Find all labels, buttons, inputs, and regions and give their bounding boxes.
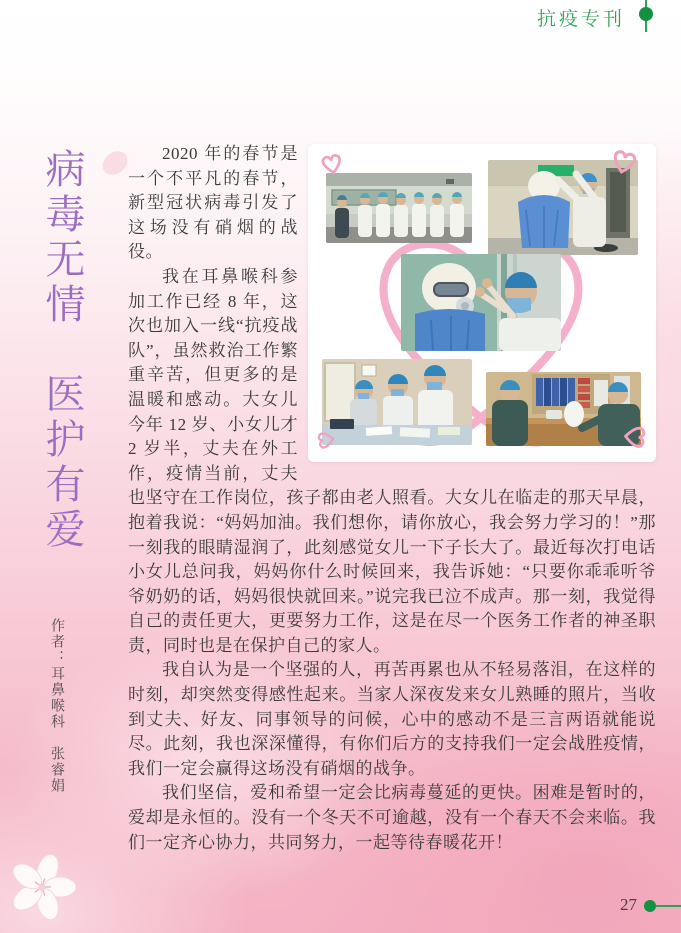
goggles-fitting-closeup-photo — [401, 254, 561, 351]
page-title-vertical: 病毒无情 医护有爱 — [40, 148, 84, 553]
staff-at-office-desk-photo — [486, 372, 641, 446]
heart-doodle-icon — [318, 152, 346, 176]
photo-collage-card — [308, 144, 656, 462]
leaf-bud-dot-icon — [644, 900, 656, 912]
page-number: 27 — [620, 895, 637, 914]
article-body — [128, 142, 656, 855]
heart-doodle-icon — [608, 148, 640, 176]
nurses-at-workstation-photo — [322, 359, 472, 445]
article-paragraph: 我自认为是一个坚强的人，再苦再累也从不轻易落泪，在这样的时刻，却突然变得感性起来。当家人深夜发来女儿熟睡的照片，当收到丈夫、好友、同事领导的问候，心中的感动不是三言两语就能说尽。此刻，我也深深懂得，有你们后方的支持我们一定会战胜疫情，我们一定会赢得这场没有硝烟的战争。 — [128, 660, 656, 778]
leaf-bud-dot-icon — [639, 7, 653, 21]
author-credit-vertical: 作者：耳鼻喉科 张睿娟 — [49, 618, 64, 794]
petal-icon — [99, 146, 131, 179]
issue-label: 抗疫专刊 — [536, 9, 625, 30]
sakura-flower-icon — [6, 851, 78, 923]
article-paragraph: 我们坚信，爱和希望一定会比病毒蔓延的更快。困难是暂时的，爱却是永恒的。没有一个冬天不可逾越，没有一个春天不会来临。我们一定齐心协力，共同努力，一起等待春暖花开！ — [128, 783, 656, 852]
footer-rule-line — [654, 905, 681, 907]
article-paragraph: 2020 年的春节是一个不平凡的春节，新型冠状病毒引发了这场没有硝烟的战役。 — [128, 144, 298, 262]
article-paragraph: 我在耳鼻喉科参加工作已经 8 年，这次也加入一线“抗疫战队”，虽然救治工作繁重辛苦，但更多的是温暖和感动。大女儿今年 12 岁、小女儿才 2 岁半，丈夫在外工作，疫情当前，丈夫也坚守在工作岗位，孩子都由老人照看。大女儿在临走的那天早晨，抱着我说：“妈妈加油。我们想你，请你放心，我会努力学习的！”那一刻我的眼睛湿润了，此刻感觉女儿一下子长大了。最近每次打电话小女儿总问我，妈妈你什么时候回来，我告诉她：“只要你乖乖听爷爷奶奶的话，妈妈很快就回来。”说完我已泣不成声。那一刻，我觉得自己的责任更大，更要努力工作，这是在尽一个医务工作者的神圣职责，同时也是在保护自己的家人。 — [128, 266, 656, 655]
header-bud-marker — [638, 0, 654, 34]
heart-doodle-icon — [620, 424, 650, 450]
medical-team-group-photo — [326, 173, 472, 243]
heart-doodle-icon — [314, 430, 338, 450]
